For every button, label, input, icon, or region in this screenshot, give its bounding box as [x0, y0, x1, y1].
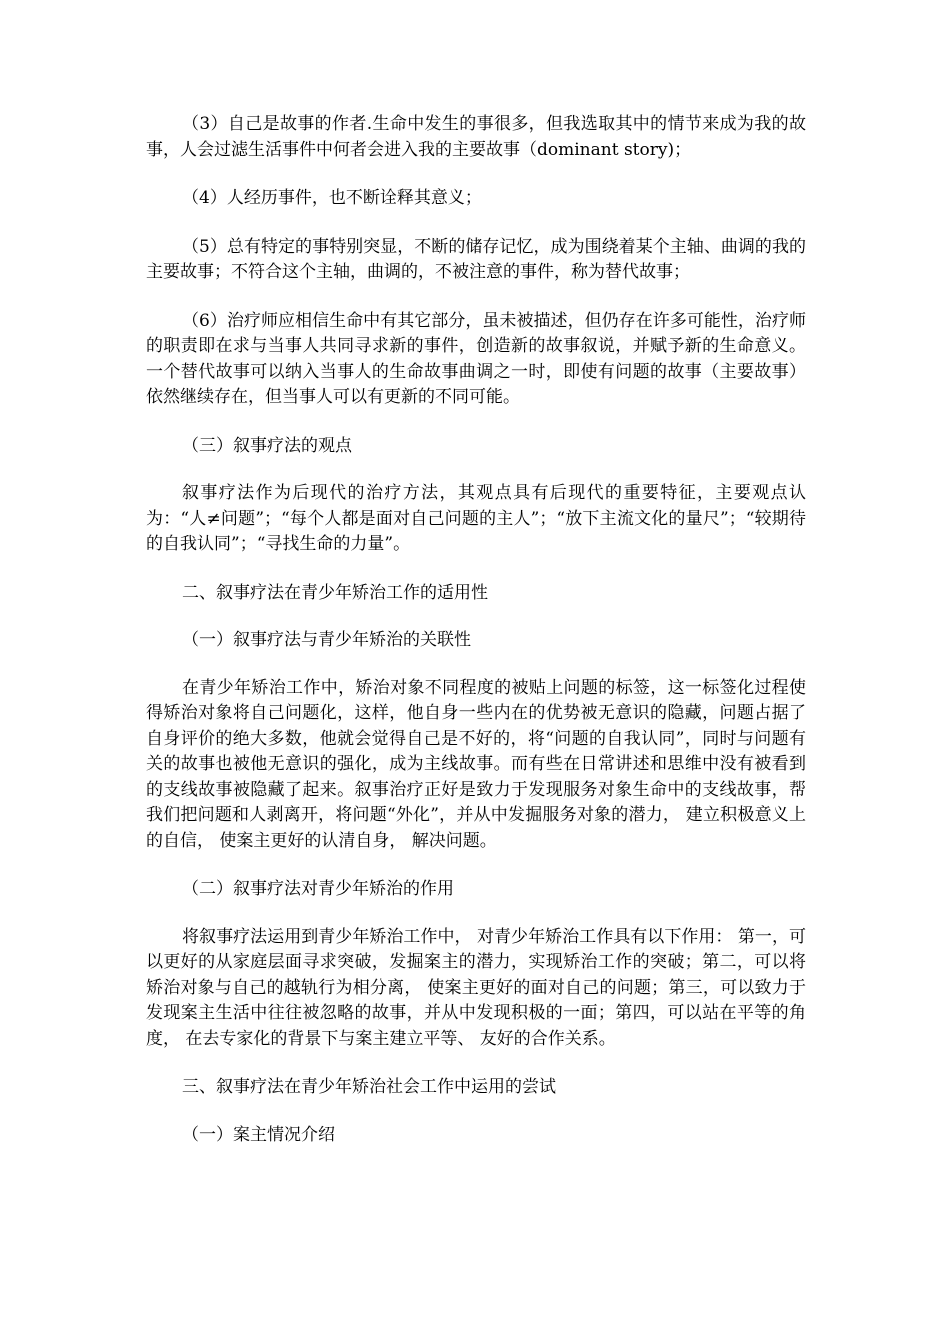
paragraph-relevance: 在青少年矫治工作中，矫治对象不同程度的被贴上问题的标签，这一标签化过程使得矫治对象将自己问题化，这样，他自身一些内在的优势被无意识的隐藏，问题占据了自身评价的绝大多数，他就会觉得自己是不好的，将“问题的自我认同”，同时与问题有关的故事也被他无意识的强化，成为主线故事。而有些在日常讲述和思维中没有被看到的支线故事被隐藏了起来。叙事治疗正好是致力于发现服务对象生命中的支线故事，帮我们把问题和人剥离开，将问题“外化”，并从中发掘服务对象的潜力， 建立积极意义上的自信， 使案主更好的认清自身， 解决问题。	[146, 677, 806, 851]
heading-section-2-1: （一）叙事疗法与青少年矫治的关联性	[182, 630, 471, 650]
heading-section-3: 三、叙事疗法在青少年矫治社会工作中运用的尝试	[182, 1077, 556, 1097]
paragraph-point-6: （6）治疗师应相信生命中有其它部分，虽未被描述，但仍存在许多可能性，治疗师的职责即在求与当事人共同寻求新的事件，创造新的故事叙说，并赋予新的生命意义。一个替代故事可以纳入当事人的生命故事曲调之一时，即使有问题的故事（主要故事）依然继续存在，但当事人可以有更新的不同可能。	[146, 310, 806, 407]
paragraph-point-4: （4）人经历事件，也不断诠释其意义；	[182, 188, 482, 208]
document-page	[146, 112, 806, 1170]
paragraph-point-5: （5）总有特定的事特别突显，不断的储存记忆，成为围绕着某个主轴、曲调的我的主要故事；不符合这个主轴，曲调的，不被注意的事件，称为替代故事；	[146, 236, 806, 282]
heading-section-2-2: （二）叙事疗法对青少年矫治的作用	[182, 879, 454, 899]
heading-section-2: 二、叙事疗法在青少年矫治工作的适用性	[182, 582, 488, 603]
paragraph-point-3: （3）自己是故事的作者.生命中发生的事很多，但我选取其中的情节来成为我的故事，人会过滤生活事件中何者会进入我的主要故事（dominant story)；	[146, 114, 806, 160]
paragraph-effects: 将叙事疗法运用到青少年矫治工作中， 对青少年矫治工作具有以下作用： 第一，可以更好的从家庭层面寻求突破，发掘案主的潜力，实现矫治工作的突破；第二，可以将矫治对象与自己的越轨行为相分离， 使案主更好的面对自己的问题；第三，可以致力于发现案主生活中往往被忽略的故事，并从中发现积极的一面；第四，可以站在平等的角度， 在去专家化的背景下与案主建立平等、 友好的合作关系。	[146, 926, 806, 1049]
heading-section-3-1: （一）案主情况介绍	[182, 1124, 335, 1145]
heading-section-1-3: （三）叙事疗法的观点	[182, 435, 352, 456]
paragraph-viewpoints: 叙事疗法作为后现代的治疗方法，其观点具有后现代的重要特征，主要观点认为：“人≠问题”；“每个人都是面对自己问题的主人”；“放下主流文化的量尺”；“较期待的自我认同”；“寻找生命的力量”。	[146, 483, 806, 554]
